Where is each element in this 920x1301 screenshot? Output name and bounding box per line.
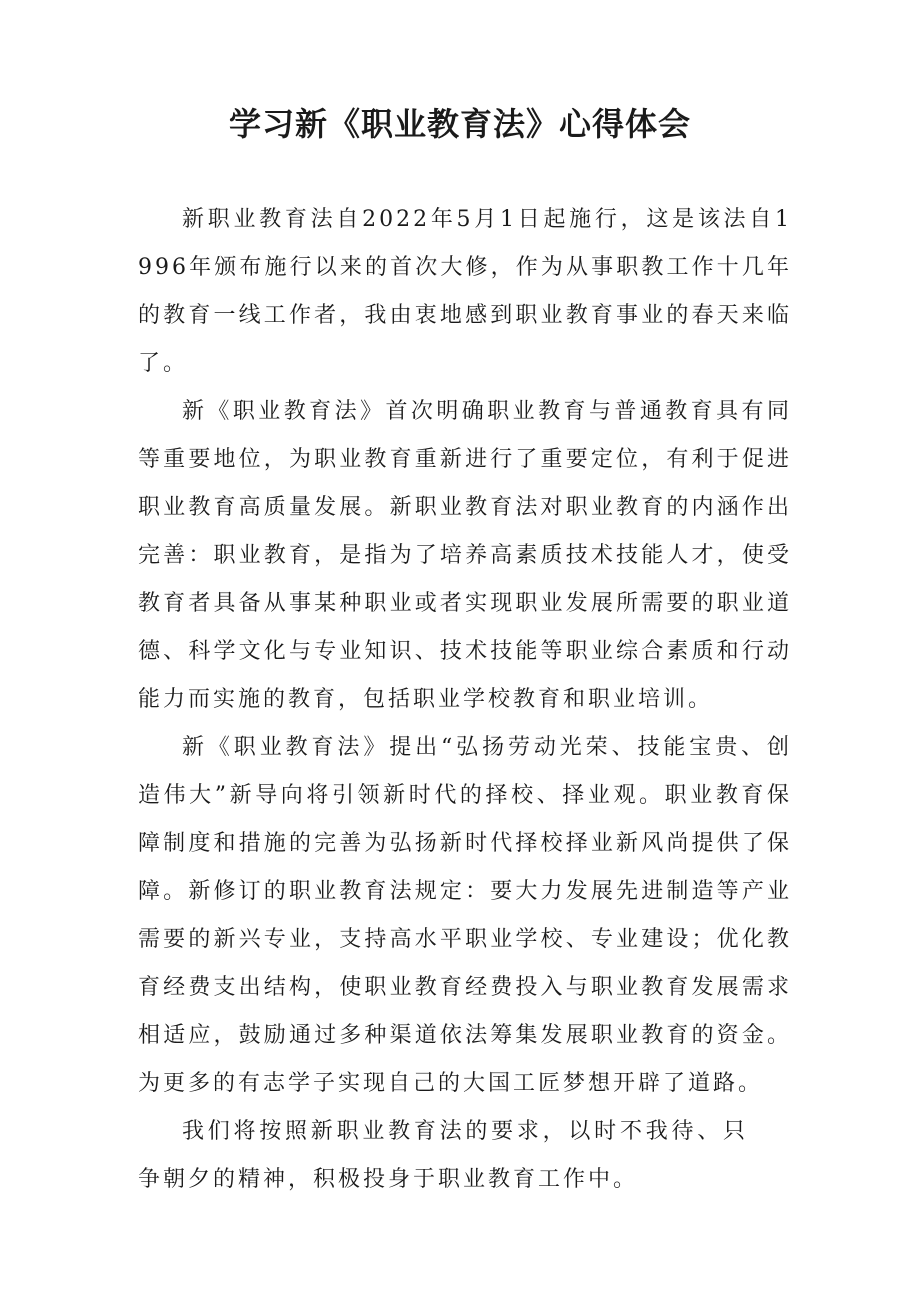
paragraph-4: 我们将按照新职业教育法的要求，以时不我待、只争朝夕的精神，积极投身于职业教育工作中。 [138,1119,748,1192]
paragraph-1: 新职业教育法自2022年5月1日起施行，这是该法自1996年颁布施行以来的首次大修，作为从事职教工作十几年的教育一线工作者，我由衷地感到职业教育事业的春天来临了。 [138,207,792,376]
document-body [138,196,792,1204]
document-title: 学习新《职业教育法》心得体会 [228,105,691,143]
paragraph-2: 新《职业教育法》首次明确职业教育与普通教育具有同等重要地位，为职业教育重新进行了重要定位，有利于促进职业教育高质量发展。新职业教育法对职业教育的内涵作出完善：职业教育，是指为了培养高素质技术技能人才，使受教育者具备从事某种职业或者实现职业发展所需要的职业道德、科学文化与专业知识、技术技能等职业综合素质和行动能力而实施的教育，包括职业学校教育和职业培训。 [138,399,792,712]
paragraph-3: 新《职业教育法》提出“弘扬劳动光荣、技能宝贵、创造伟大”新导向将引领新时代的择校、择业观。职业教育保障制度和措施的完善为弘扬新时代择校择业新风尚提供了保障。新修订的职业教育法规定：要大力发展先进制造等产业需要的新兴专业，支持高水平职业学校、专业建设；优化教育经费支出结构，使职业教育经费投入与职业教育发展需求相适应，鼓励通过多种渠道依法筹集发展职业教育的资金。为更多的有志学子实现自己的大国工匠梦想开辟了道路。 [138,735,792,1096]
